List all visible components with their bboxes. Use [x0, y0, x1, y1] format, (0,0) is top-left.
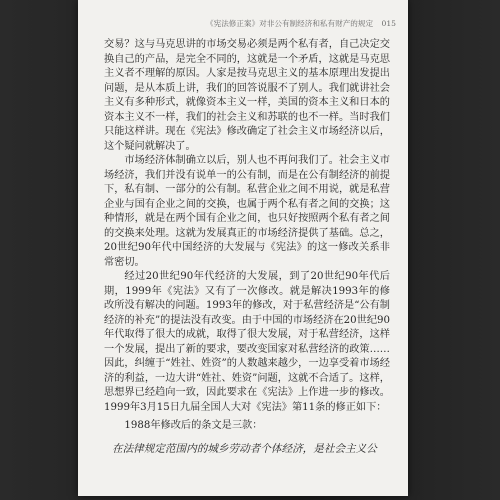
- paragraph: 交易？这与马克思讲的市场交易必须是两个私有者，自己决定交换自己的产品，是完全不同的，这就是一个矛盾，这就是马克思主义者不理解的原因。人家是按马克思主义的基本原理出发提出问题，是从本质上讲，我们的回答说服不了别人。我们就讲社会主义有多种形式，就像资本主义一样，美国的资本主义和日本的资本主义不一样，我们的社会主义和苏联的也不一样。当时我们只能这样讲。现在《宪法》修改确定了社会主义市场经济以后，这个疑问就解决了。: [104, 39, 390, 152]
- paragraph: 1988年修改后的条文是三款：: [124, 420, 263, 431]
- paragraph: 经过20世纪90年代经济的大发展，到了20世纪90年代后期，1999年《宪法》又有了一次修改。就是解决1993年的修改所没有解决的问题。1993年的修改，对于私营经济是“公有制经济的补充”的提法没有改变。由于中国的市场经济在20世纪90年代取得了很大的成就，取得了很大发展，对于私营经济，这样一个发展，提出了新的要求，要改变国家对私营经济的政策……因此，纠缠于“姓社、姓资”的人数越来越少，一边享受着市场经济的利益，一边大讲“姓社、姓资”问题，这就不合适了。这样，思想界已经趋向一致，因此要求在《宪法》上作进一步的修改。1999年3月15日九届全国人大对《宪法》第11条的修正如下：: [104, 271, 390, 413]
- running-header-title: 《宪法修正案》对非公有制经济和私有财产的规定: [206, 19, 374, 28]
- quoted-provision: 在法律规定范围内的城乡劳动者个体经济，是社会主义公: [112, 443, 377, 455]
- paragraph: 市场经济体制确立以后，别人也不再问我们了。社会主义市场经济，我们并没有说单一的公有制，而是在公有制经济的前提下，私有制、一部分的公有制。私营企业之间不用说，就是私营企业与国有企业之间的交换，也属于两个私有者之间的交换；这种情形，就是在两个国有企业之间，也只好按照两个私有者之间的交换来处理。这就为发展真正的市场经济提供了基础。总之，20世纪90年代中国经济的大发展与《宪法》的这一修改关系非常密切。: [104, 155, 390, 268]
- body-text: [104, 38, 390, 434]
- page-number: 015: [381, 19, 396, 28]
- book-page: [78, 0, 408, 496]
- running-header: [100, 18, 396, 29]
